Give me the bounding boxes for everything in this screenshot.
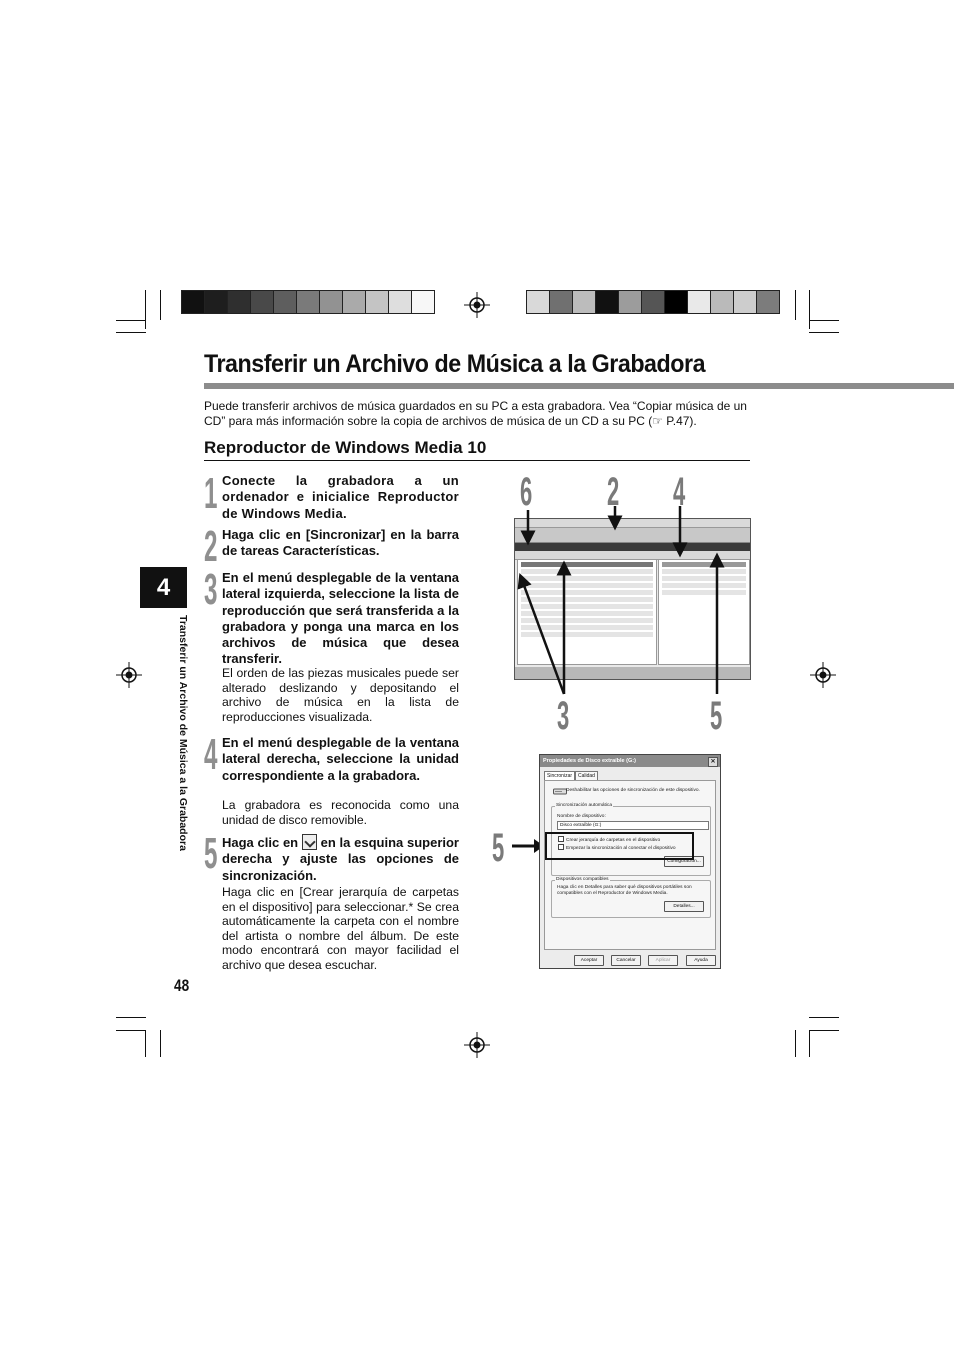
registration-mark-icon — [810, 662, 836, 688]
step-number: 2 — [204, 522, 218, 571]
step-5-text-a: Haga clic en — [222, 835, 299, 850]
dialog-panel — [544, 780, 716, 950]
crop-mark — [809, 1017, 839, 1018]
drive-icon — [553, 787, 567, 795]
color-swatch — [665, 291, 688, 313]
crop-mark — [160, 290, 161, 320]
crop-mark — [809, 290, 810, 329]
color-swatch — [711, 291, 734, 313]
registration-mark-icon — [464, 1032, 490, 1058]
callout-number: 3 — [557, 694, 570, 738]
title-rule — [204, 383, 954, 389]
color-swatch — [573, 291, 596, 313]
callout-number: 5 — [492, 826, 505, 870]
compat-text-line2: compatibles con el Reproductor de Windows Media. — [557, 891, 668, 896]
properties-dialog — [539, 754, 721, 969]
callout-arrows — [500, 480, 740, 700]
step-4-note: La grabadora es reconocida como una unidad de disco removible. — [222, 798, 459, 827]
crop-mark — [116, 1017, 146, 1018]
color-swatch — [251, 291, 274, 313]
color-swatch — [550, 291, 573, 313]
tab-quality[interactable]: Calidad — [575, 771, 598, 781]
crop-mark — [809, 320, 839, 321]
color-swatch — [619, 291, 642, 313]
option-2-label: Empezar la sincronización al conectar el dispositivo — [566, 846, 676, 851]
color-swatch — [389, 291, 412, 313]
callout-number: 4 — [673, 470, 686, 514]
crop-mark — [145, 1030, 146, 1057]
help-button[interactable]: Ayuda — [686, 955, 716, 966]
callout-number: 5 — [710, 694, 723, 738]
configuration-button[interactable]: Configuración... — [664, 856, 704, 867]
apply-button[interactable]: Aplicar — [648, 955, 678, 966]
compat-text-line1: Haga clic en Detalles para saber qué dispositivos portátiles son — [557, 885, 692, 890]
crop-mark — [160, 1030, 161, 1057]
crop-mark — [795, 290, 796, 320]
color-swatch — [596, 291, 619, 313]
color-swatch — [642, 291, 665, 313]
step-1-text: Conecte la grabadora a un ordenador e inicialice Reproductor de Windows Media. — [222, 473, 459, 521]
disable-sync-text: Deshabilitar las opciones de sincronización de este dispositivo. — [566, 788, 700, 793]
step-5-text — [222, 834, 459, 884]
color-swatch — [412, 291, 434, 313]
side-label: Transferir un Archivo de Música a la Grabadora — [177, 615, 189, 851]
step-3-text: En el menú desplegable de la ventana lateral izquierda, seleccione la lista de reproducción que será transferida a la grabadora y ponga una marca en los archivos de música que desea transferir. — [222, 570, 459, 667]
color-swatch — [366, 291, 389, 313]
crop-mark — [116, 1030, 146, 1031]
crop-mark — [809, 332, 839, 333]
chapter-tab: 4 — [140, 567, 187, 608]
step-number: 5 — [204, 829, 218, 878]
step-number: 4 — [204, 730, 218, 779]
ok-button[interactable]: Aceptar — [574, 955, 604, 966]
page-title: Transferir un Archivo de Música a la Grabadora — [204, 350, 706, 378]
color-swatch — [688, 291, 711, 313]
group-auto-label: Sincronización automática — [556, 803, 612, 808]
color-swatch — [320, 291, 343, 313]
step-3-note: El orden de las piezas musicales puede ser alterado deslizando y depositando el archivo de música en la lista de reproducciones visualizada. — [222, 666, 459, 724]
color-swatch — [182, 291, 205, 313]
subtitle-rule — [204, 460, 750, 461]
device-name-label: Nombre de dispositivo: — [557, 814, 606, 819]
color-swatch — [757, 291, 779, 313]
step-4-text: En el menú desplegable de la ventana lateral derecha, seleccione la unidad correspondiente a la grabadora. — [222, 735, 459, 783]
section-subtitle: Reproductor de Windows Media 10 — [204, 438, 487, 457]
color-bar-right — [526, 290, 780, 314]
crop-mark — [795, 1030, 796, 1057]
close-icon[interactable]: ✕ — [708, 757, 718, 767]
sync-options-icon — [302, 834, 317, 850]
dialog-title — [540, 755, 720, 767]
intro-paragraph: Puede transferir archivos de música guardados en su PC a esta grabadora. Vea “Copiar música de un CD” para más información sobre la copia de archivos de música de un CD a su PC (☞ P.47). — [204, 399, 747, 428]
crop-mark — [116, 320, 146, 321]
step-5-text-b: en la esquina superior derecha y ajuste las opciones de sincronización. — [222, 835, 459, 883]
registration-mark-icon — [116, 662, 142, 688]
group-compat-label: Dispositivos compatibles — [556, 877, 609, 882]
color-swatch — [527, 291, 550, 313]
crop-mark — [809, 1030, 810, 1057]
highlight-box — [545, 832, 694, 860]
color-swatch — [228, 291, 251, 313]
step-number: 1 — [204, 469, 218, 518]
color-bar-left — [181, 290, 435, 314]
details-button[interactable]: Detalles... — [664, 901, 704, 912]
device-name-input[interactable]: Disco extraíble (G:) — [557, 821, 709, 830]
tab-sync[interactable]: Sincronizar — [544, 771, 575, 781]
crop-mark — [809, 1030, 839, 1031]
color-swatch — [297, 291, 320, 313]
callout-number: 6 — [520, 470, 533, 514]
option-1-label: Crear jerarquía de carpetas en el dispositivo — [566, 838, 661, 843]
callout-number: 2 — [607, 470, 620, 514]
color-swatch — [343, 291, 366, 313]
color-swatch — [205, 291, 228, 313]
registration-mark-icon — [464, 292, 490, 318]
dialog-title-text: Propiedades de Disco extraíble (G:) — [543, 758, 636, 764]
crop-mark — [116, 332, 146, 333]
step-5-note: Haga clic en [Crear jerarquía de carpetas en el dispositivo] para seleccionar.* Se crea automáticamente la carpeta con el nombre del artista o nombre del álbum. De este modo encontrará con mayor facilidad el archivo que desea escuchar. — [222, 885, 459, 972]
color-swatch — [274, 291, 297, 313]
step-2-text: Haga clic en [Sincronizar] en la barra de tareas Características. — [222, 527, 459, 559]
step-number: 3 — [204, 565, 218, 614]
crop-mark — [145, 290, 146, 329]
cancel-button[interactable]: Cancelar — [611, 955, 641, 966]
page-number: 48 — [174, 976, 190, 995]
color-swatch — [734, 291, 757, 313]
